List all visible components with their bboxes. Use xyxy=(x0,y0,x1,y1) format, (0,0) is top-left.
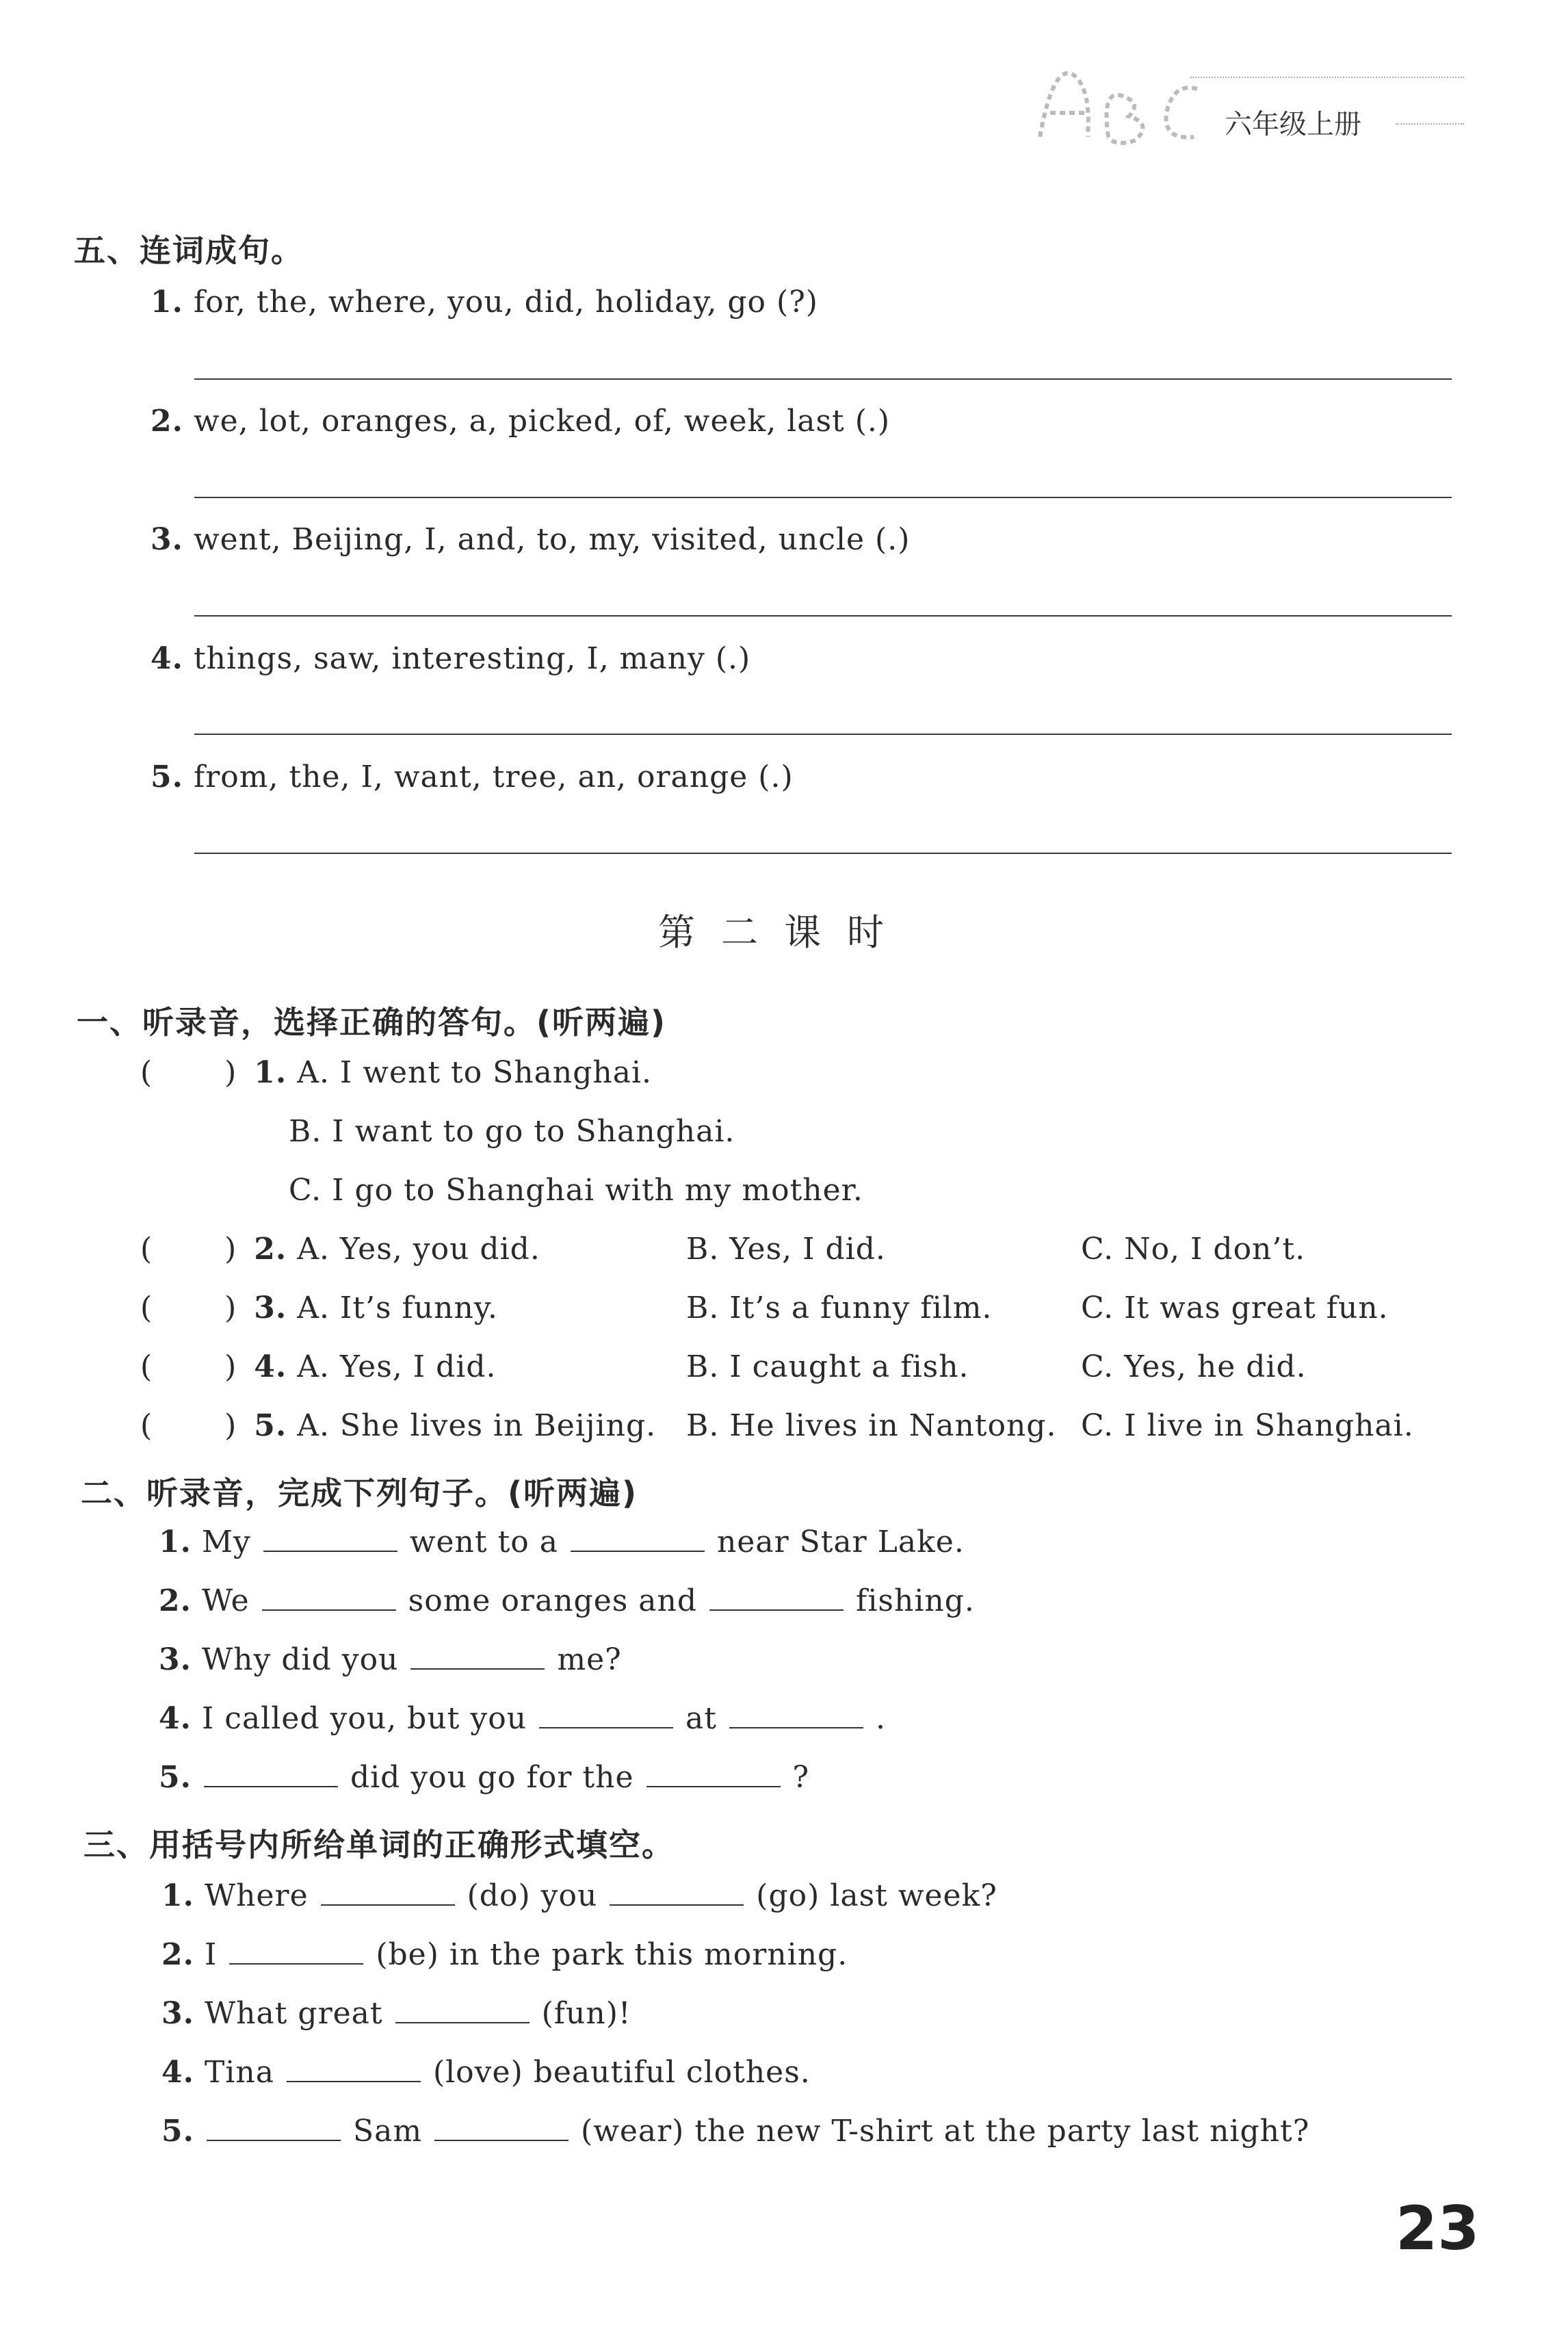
answer-bracket[interactable]: ( ) xyxy=(140,1349,237,1384)
blank[interactable] xyxy=(207,2116,341,2141)
answer-line-1[interactable] xyxy=(194,378,1452,380)
answer-bracket[interactable]: ( ) xyxy=(140,1408,237,1443)
s5-item-1 xyxy=(151,285,818,320)
p2-sentence-1 xyxy=(159,1525,965,1559)
blank[interactable] xyxy=(263,1527,397,1552)
item-text: we, lot, oranges, a, picked, of, week, last (.) xyxy=(193,404,891,439)
lesson-title: 第二课时 xyxy=(658,911,910,954)
answer-bracket[interactable]: ( ) xyxy=(140,1232,237,1267)
blank[interactable] xyxy=(229,1940,363,1965)
blank[interactable] xyxy=(434,2116,569,2141)
option-b: B. He lives in Nantong. xyxy=(686,1408,1057,1443)
option-a: A. She lives in Beijing. xyxy=(297,1408,657,1443)
p2-sentence-5 xyxy=(159,1760,809,1795)
p1-q1-option-b: B. I want to go to Shanghai. xyxy=(289,1114,735,1149)
answer-bracket[interactable]: ( ) xyxy=(140,1055,237,1090)
option-a: A. I went to Shanghai. xyxy=(297,1055,653,1090)
option-c: C. It was great fun. xyxy=(1081,1291,1389,1325)
blank[interactable] xyxy=(709,1586,844,1611)
part3-heading: 三、用括号内所给单词的正确形式填空。 xyxy=(83,1826,675,1863)
text: (wear) the new T-shirt at the party last night? xyxy=(581,2114,1310,2149)
item-num: 3. xyxy=(254,1291,287,1325)
header-rule xyxy=(1190,77,1464,78)
text: some oranges and xyxy=(408,1583,698,1618)
text: (be) in the park this morning. xyxy=(376,1937,848,1972)
answer-bracket[interactable]: ( ) xyxy=(140,1291,237,1325)
blank[interactable] xyxy=(321,1881,455,1906)
text: (fun)! xyxy=(541,1996,631,2031)
option-b: B. It’s a funny film. xyxy=(686,1291,993,1325)
item-num: 3. xyxy=(161,1996,194,2031)
p1-q1 xyxy=(140,1055,652,1090)
item-num: 5. xyxy=(151,760,183,794)
part1-heading: 一、听录音，选择正确的答句。(听两遍) xyxy=(77,1004,667,1041)
option-c: C. I live in Shanghai. xyxy=(1081,1408,1414,1443)
item-num: 1. xyxy=(159,1525,192,1559)
text: Sam xyxy=(352,2114,423,2149)
item-num: 1. xyxy=(161,1878,194,1913)
text: (love) beautiful clothes. xyxy=(432,2055,811,2090)
item-num: 2. xyxy=(159,1583,192,1618)
item-num: 3. xyxy=(151,522,183,557)
abc-logo-icon xyxy=(1026,48,1231,151)
option-b: B. Yes, I did. xyxy=(686,1232,886,1267)
option-a: A. Yes, you did. xyxy=(297,1232,540,1267)
blank[interactable] xyxy=(539,1704,673,1728)
text: went to a xyxy=(409,1525,558,1559)
blank[interactable] xyxy=(610,1881,744,1906)
text: ? xyxy=(792,1760,810,1795)
p2-sentence-3 xyxy=(159,1642,622,1677)
text: I called you, but you xyxy=(201,1701,527,1736)
blank[interactable] xyxy=(729,1704,863,1728)
blank[interactable] xyxy=(395,1999,530,2023)
blank[interactable] xyxy=(262,1586,396,1611)
item-num: 1. xyxy=(254,1055,287,1090)
part2-heading: 二、听录音，完成下列句子。(听两遍) xyxy=(81,1475,638,1512)
p1-q1-option-c: C. I go to Shanghai with my mother. xyxy=(289,1173,863,1208)
text: at xyxy=(685,1701,717,1736)
p3-sentence-3 xyxy=(161,1996,631,2031)
text: near Star Lake. xyxy=(716,1525,965,1559)
answer-line-3[interactable] xyxy=(194,615,1452,617)
item-text: went, Beijing, I, and, to, my, visited, uncle (.) xyxy=(193,522,911,557)
s5-item-4 xyxy=(151,641,750,676)
blank[interactable] xyxy=(204,1763,338,1787)
blank[interactable] xyxy=(571,1527,705,1552)
item-num: 5. xyxy=(161,2114,194,2149)
s5-item-3 xyxy=(151,522,910,557)
p3-sentence-4 xyxy=(161,2055,811,2090)
text: (go) last week? xyxy=(756,1878,997,1913)
header-rule-bottom xyxy=(1396,123,1464,125)
text: We xyxy=(201,1583,250,1618)
item-num: 1. xyxy=(151,285,183,320)
option-c: C. Yes, he did. xyxy=(1081,1349,1307,1384)
item-num: 4. xyxy=(254,1349,287,1384)
text: What great xyxy=(204,1996,383,2031)
item-text: things, saw, interesting, I, many (.) xyxy=(193,641,751,676)
answer-line-4[interactable] xyxy=(194,734,1452,735)
text: Tina xyxy=(204,2055,274,2090)
text: My xyxy=(201,1525,251,1559)
text: . xyxy=(875,1701,886,1736)
option-c: C. No, I don’t. xyxy=(1081,1232,1306,1267)
item-text: from, the, I, want, tree, an, orange (.) xyxy=(193,760,794,794)
p3-sentence-2 xyxy=(161,1937,848,1972)
answer-line-5[interactable] xyxy=(194,853,1452,854)
page-number: 23 xyxy=(1396,2193,1480,2264)
blank[interactable] xyxy=(287,2058,421,2082)
section5-heading: 五、连词成句。 xyxy=(74,232,304,269)
p3-sentence-5 xyxy=(161,2114,1309,2149)
item-num: 5. xyxy=(159,1760,192,1795)
item-num: 2. xyxy=(151,404,183,439)
text: me? xyxy=(557,1642,622,1677)
text: Where xyxy=(204,1878,309,1913)
s5-item-2 xyxy=(151,404,890,439)
item-num: 3. xyxy=(159,1642,192,1677)
option-a: A. Yes, I did. xyxy=(297,1349,497,1384)
blank[interactable] xyxy=(646,1763,781,1787)
item-num: 4. xyxy=(159,1701,192,1736)
option-a: A. It’s funny. xyxy=(297,1291,498,1325)
item-num: 4. xyxy=(151,641,183,676)
option-b: B. I caught a fish. xyxy=(686,1349,969,1384)
answer-line-2[interactable] xyxy=(194,497,1452,498)
item-text: for, the, where, you, did, holiday, go (?) xyxy=(193,285,818,320)
s5-item-5 xyxy=(151,760,794,794)
item-num: 2. xyxy=(254,1232,287,1267)
grade-label: 六年级上册 xyxy=(1225,109,1361,140)
item-num: 5. xyxy=(254,1408,287,1443)
p2-sentence-2 xyxy=(159,1583,975,1618)
p2-sentence-4 xyxy=(159,1701,886,1736)
text: Why did you xyxy=(201,1642,399,1677)
blank[interactable] xyxy=(410,1645,545,1670)
text: I xyxy=(204,1937,218,1972)
text: did you go for the xyxy=(350,1760,634,1795)
item-num: 4. xyxy=(161,2055,194,2090)
text: fishing. xyxy=(856,1583,975,1618)
p3-sentence-1 xyxy=(161,1878,997,1913)
item-num: 2. xyxy=(161,1937,194,1972)
text: (do) you xyxy=(467,1878,598,1913)
